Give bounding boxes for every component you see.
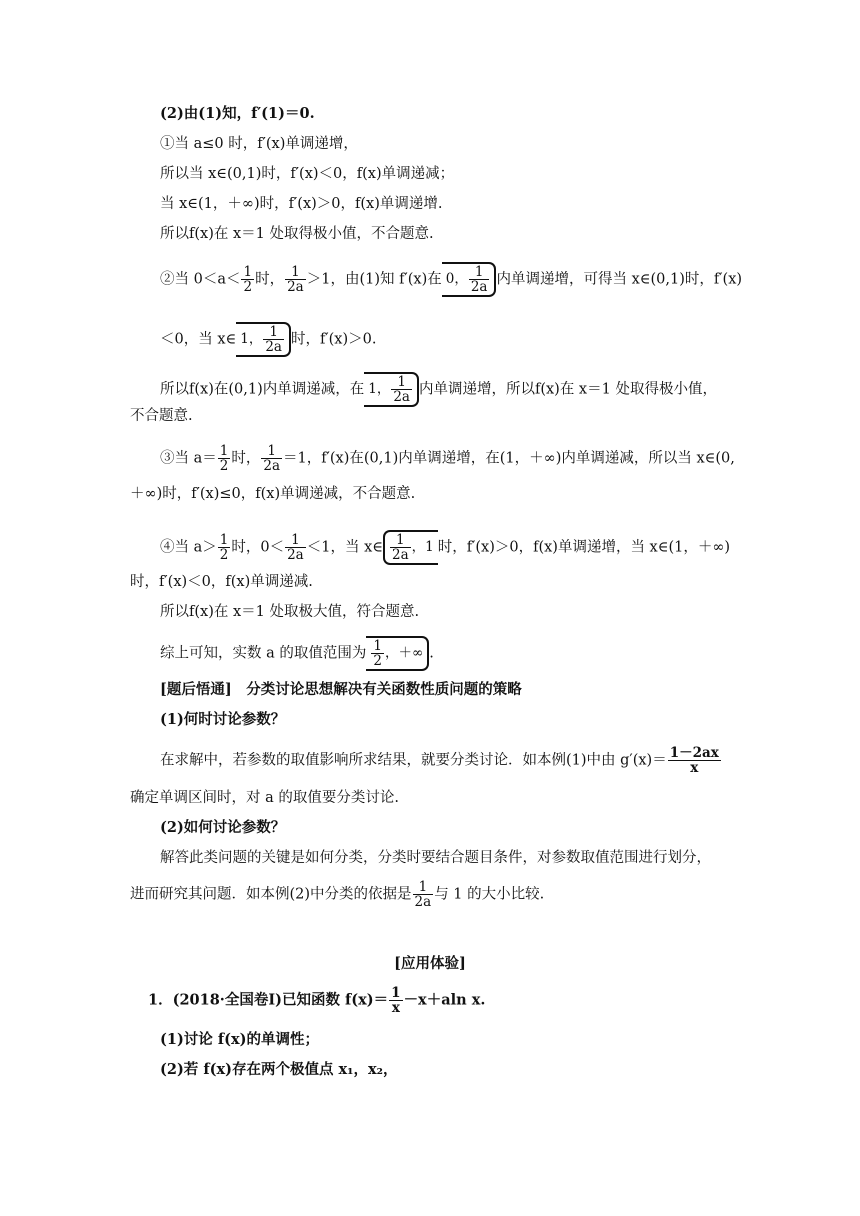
practice-heading: [应用体验] xyxy=(394,955,466,972)
part2-intro: (2)由(1)知，f′(1)＝0. xyxy=(160,105,315,122)
case2-line3-post: 内单调递增，所以f(x)在 x＝1 处取得极小值， xyxy=(418,381,717,398)
problem-1-post: －x＋aln x. xyxy=(403,991,486,1009)
fraction-one-over-2a xyxy=(263,325,284,354)
conclusion-pre: 综上可知，实数 a 的取值范围为 xyxy=(160,645,367,662)
case4-mid2: ＜1，当 x∈ xyxy=(306,539,383,556)
frac-numerator: 1－2ax xyxy=(669,745,719,761)
reflection-q1-text: 在求解中，若参数的取值影响所求结果，就要分类讨论．如本例(1)中由 g′(x)＝ xyxy=(160,752,667,769)
fraction-one-over-2a xyxy=(413,880,434,909)
reflection-q2-body-2 xyxy=(130,880,544,909)
interval-0-to-1-over-2a: 0， $\frac{1}{2a}$ xyxy=(442,262,497,297)
frac-numerator: 1 xyxy=(391,985,401,1001)
frac-denominator: 2 xyxy=(243,279,253,295)
frac-denominator: 2a xyxy=(414,894,432,910)
case2-line3 xyxy=(160,372,717,407)
problem-1-pre: 1．(2018·全国卷Ⅰ)已知函数 f(x)＝ xyxy=(148,991,389,1009)
fraction-one-over-2a xyxy=(285,533,306,562)
reflection-q1-body-2: 确定单调区间时，对 a 的取值要分类讨论. xyxy=(130,790,399,806)
case2-text-mid2: ＞1，由(1)知 f′(x)在 xyxy=(306,271,442,288)
reflection-q2-text: 进而研究其问题．如本例(2)中分类的依据是 xyxy=(130,886,412,903)
frac-numerator: 1 xyxy=(219,532,229,548)
fraction-one-over-x xyxy=(389,986,402,1015)
case1-line1: ①当 a≤0 时，f′(x)单调递增， xyxy=(160,136,358,152)
frac-denominator: 2a xyxy=(393,389,410,405)
case2-line2-pre: ＜0，当 x∈ xyxy=(160,331,237,348)
case4-mid3: 时，f′(x)＞0，f(x)单调递增，当 x∈(1，＋∞) xyxy=(437,539,731,556)
frac-numerator: 1 xyxy=(373,638,382,654)
frac-denominator: 2a xyxy=(263,458,280,474)
frac-numerator: 1 xyxy=(413,880,434,895)
frac-numerator: 1 xyxy=(391,375,412,390)
frac-numerator: 1 xyxy=(285,533,306,548)
frac-denominator: 2 xyxy=(219,547,229,563)
reflection-title: [题后悟通] 分类讨论思想解决有关函数性质问题的策略 xyxy=(160,681,522,698)
frac-numerator: 1 xyxy=(469,265,490,280)
case1-line3: 当 x∈(1，＋∞)时，f′(x)＞0，f(x)单调递增. xyxy=(160,196,443,212)
reflection-q1: (1)何时讨论参数？ xyxy=(160,711,286,728)
frac-numerator: 1 xyxy=(285,265,306,280)
frac-denominator: 2 xyxy=(373,653,382,669)
frac-denominator: 2a xyxy=(265,339,282,355)
conclusion-post: . xyxy=(429,645,434,662)
case2-line1 xyxy=(160,262,742,297)
frac-numerator: 1 xyxy=(390,533,411,548)
interval-1-half-to-inf: $\frac{1}{2}$ ，＋∞ xyxy=(366,636,429,671)
interval-right: 1 xyxy=(425,539,434,555)
case4-pre: ④当 a＞ xyxy=(160,539,217,556)
fraction-one-half xyxy=(218,444,231,473)
fraction-one-over-2a xyxy=(285,265,306,294)
interval-1-to-1-over-2a: 1， $\frac{1}{2a}$ xyxy=(364,372,419,407)
interval-1-to-1-over-2a: 1， $\frac{1}{2a}$ xyxy=(236,322,291,357)
conclusion-line xyxy=(160,636,434,671)
reflection-q2-text-post: 与 1 的大小比较. xyxy=(434,886,545,903)
frac-numerator: 1 xyxy=(219,443,229,459)
fraction-one-over-2a xyxy=(469,265,490,294)
frac-denominator: 2a xyxy=(470,279,488,295)
case2-line2 xyxy=(160,322,376,357)
fraction-one-over-2a xyxy=(261,444,282,473)
reflection-q2-body-1: 解答此类问题的关键是如何分类，分类时要结合题目条件，对参数取值范围进行划分， xyxy=(160,850,711,866)
case4-line1 xyxy=(160,530,730,565)
frac-numerator: 1 xyxy=(261,444,282,459)
frac-denominator: 2a xyxy=(287,547,304,563)
case2-text-mid3: 内单调递增，可得当 x∈(0,1)时，f′(x) xyxy=(496,271,743,288)
case3-mid1: 时， xyxy=(231,450,261,467)
case1-line4: 所以f(x)在 x＝1 处取得极小值，不合题意. xyxy=(160,226,434,242)
frac-denominator: x xyxy=(391,1000,400,1016)
case3-line1 xyxy=(160,444,735,473)
reflection-q2: (2)如何讨论参数？ xyxy=(160,819,286,836)
practice-q1: (1)讨论 f(x)的单调性； xyxy=(160,1031,319,1048)
frac-denominator: 2 xyxy=(219,458,229,474)
fraction-one-half xyxy=(241,265,254,294)
case2-text-mid1: 时， xyxy=(255,271,285,288)
fraction-one-over-2a xyxy=(391,375,412,404)
case3-line2: ＋∞)时，f′(x)≤0，f(x)单调递减，不合题意. xyxy=(130,486,416,502)
reflection-q1-body xyxy=(160,746,722,775)
fraction-g-prime xyxy=(668,746,721,775)
case3-pre: ③当 a＝ xyxy=(160,450,217,467)
interval-1-over-2a-to-1: $\frac{1}{2a}$ ，1 xyxy=(383,530,438,565)
interval-right: ＋∞ xyxy=(398,645,424,661)
case2-line3-pre: 所以f(x)在(0,1)内单调递减，在 xyxy=(160,381,365,398)
practice-problem-1 xyxy=(148,986,485,1015)
case1-line2: 所以当 x∈(0,1)时，f′(x)＜0，f(x)单调递减； xyxy=(160,166,455,182)
frac-numerator: 1 xyxy=(263,325,284,340)
practice-q2: (2)若 f(x)存在两个极值点 x₁，x₂， xyxy=(160,1061,398,1078)
frac-denominator: 2a xyxy=(287,279,304,295)
fraction-one-over-2a xyxy=(390,533,411,562)
interval-left: 1 xyxy=(368,381,377,397)
case3-mid2: ＝1，f′(x)在(0,1)内单调递增，在(1，＋∞)内单调递减，所以当 x∈(0, xyxy=(283,450,735,467)
frac-denominator: x xyxy=(690,760,699,776)
case4-line3: 所以f(x)在 x＝1 处取极大值，符合题意. xyxy=(160,604,420,620)
interval-left: 1 xyxy=(240,331,249,347)
interval-left: 0 xyxy=(445,271,455,287)
fraction-one-half xyxy=(371,639,384,668)
case4-mid1: 时，0＜ xyxy=(231,539,285,556)
case4-line2: 时，f′(x)＜0，f(x)单调递减. xyxy=(130,574,313,590)
frac-denominator: 2a xyxy=(391,547,409,563)
fraction-one-half xyxy=(218,533,231,562)
case2-line2-post: 时，f′(x)＞0. xyxy=(290,331,377,348)
frac-numerator: 1 xyxy=(243,264,253,280)
case2-line4: 不合题意. xyxy=(130,408,193,424)
case2-text-pre: ②当 0＜a＜ xyxy=(160,271,241,288)
